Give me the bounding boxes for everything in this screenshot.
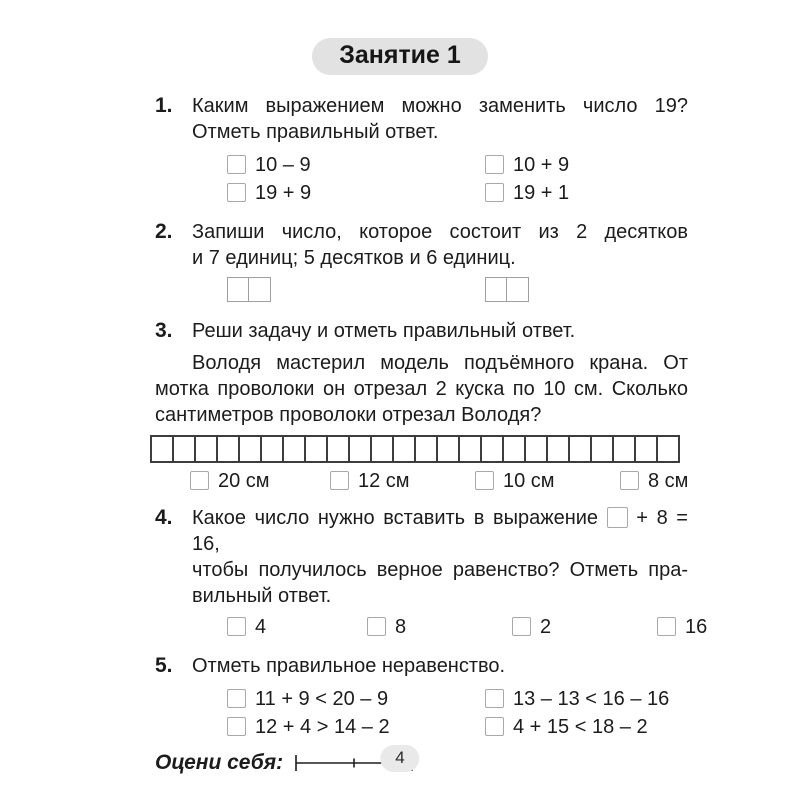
- ruler-cell: [174, 435, 196, 463]
- answer-checkbox[interactable]: [227, 617, 246, 636]
- self-assessment-label: Оцени себя:: [155, 751, 284, 774]
- ruler-cell: [152, 435, 174, 463]
- answer-checkbox[interactable]: [367, 617, 386, 636]
- answer-checkbox[interactable]: [485, 689, 504, 708]
- answer-option[interactable]: [367, 613, 512, 640]
- ruler-cell: [592, 435, 614, 463]
- ruler-cell: [416, 435, 438, 463]
- ruler-cell: [614, 435, 636, 463]
- answer-option[interactable]: [227, 685, 485, 712]
- answer-option[interactable]: [227, 151, 485, 178]
- ruler-cell: [262, 435, 284, 463]
- ruler-cell: [636, 435, 658, 463]
- answer-option[interactable]: [485, 713, 688, 740]
- answer-option[interactable]: [657, 613, 707, 640]
- question-line-with-blank: [192, 505, 688, 557]
- question-1: [155, 93, 688, 206]
- question-text: Каким выражением можно заменить число 19? Отметь правильный ответ.: [192, 95, 688, 143]
- question-prompt: Реши задачу и отметь правильный ответ.: [192, 320, 576, 342]
- self-assessment-row: [155, 750, 688, 776]
- question-5: [155, 653, 688, 740]
- answer-option[interactable]: [620, 467, 688, 494]
- digit-cell[interactable]: [227, 277, 249, 302]
- option-label: 12 см: [358, 469, 410, 492]
- answer-checkbox[interactable]: [227, 717, 246, 736]
- blank-number-box[interactable]: [607, 507, 628, 528]
- option-label: 4: [255, 615, 267, 638]
- answer-options: [227, 613, 708, 640]
- question-text-continued: чтобы получилось верное равенство? Отметь пра- вильный ответ.: [192, 559, 688, 607]
- answer-checkbox[interactable]: [485, 183, 504, 202]
- answer-option[interactable]: [190, 467, 330, 494]
- option-label: 20 см: [218, 469, 270, 492]
- ruler-cell: [306, 435, 328, 463]
- ruler-cell: [372, 435, 394, 463]
- answer-option[interactable]: [227, 713, 485, 740]
- digit-cell[interactable]: [507, 277, 529, 302]
- question-text: Запиши число, которое состоит из 2 десятков и 7 единиц; 5 десятков и 6 единиц.: [192, 221, 688, 269]
- answer-option[interactable]: [512, 613, 657, 640]
- worksheet-content: [155, 93, 708, 776]
- answer-option[interactable]: [485, 685, 688, 712]
- write-in-answer-boxes: [227, 277, 688, 303]
- ruler-cell: [284, 435, 306, 463]
- question-number: 3.: [155, 319, 173, 342]
- option-label: 10 – 9: [255, 153, 311, 176]
- option-label: 10 см: [503, 469, 555, 492]
- answer-option[interactable]: [475, 467, 620, 494]
- ruler-cell: [526, 435, 548, 463]
- ruler-cell: [460, 435, 482, 463]
- answer-checkbox[interactable]: [475, 471, 494, 490]
- answer-option[interactable]: [227, 179, 485, 206]
- answer-checkbox[interactable]: [485, 155, 504, 174]
- answer-checkbox[interactable]: [620, 471, 639, 490]
- answer-options: [190, 467, 688, 494]
- answer-checkbox[interactable]: [227, 155, 246, 174]
- option-label: 2: [540, 615, 552, 638]
- question-number: 4.: [155, 506, 173, 529]
- answer-option[interactable]: [485, 179, 688, 206]
- ruler-cell: [196, 435, 218, 463]
- answer-options: [227, 151, 688, 206]
- question-text: [192, 505, 688, 609]
- option-label: 8: [395, 615, 407, 638]
- answer-checkbox[interactable]: [227, 183, 246, 202]
- question-number: 2.: [155, 220, 173, 243]
- answer-checkbox[interactable]: [190, 471, 209, 490]
- ruler-cell: [218, 435, 240, 463]
- answer-checkbox[interactable]: [512, 617, 531, 636]
- answer-checkbox[interactable]: [485, 717, 504, 736]
- ruler-cell: [438, 435, 460, 463]
- answer-option[interactable]: [485, 151, 688, 178]
- text-before-blank: Какое число нужно вставить в выражение: [192, 507, 599, 529]
- option-label: 4 + 15 < 18 – 2: [513, 715, 648, 738]
- two-digit-answer-box[interactable]: [227, 277, 271, 303]
- answer-option[interactable]: [227, 613, 367, 640]
- option-label: 19 + 1: [513, 181, 570, 204]
- answer-checkbox[interactable]: [657, 617, 676, 636]
- ruler-cell: [482, 435, 504, 463]
- word-problem-text: Володя мастерил модель подъёмного крана. От мотка проволоки он отрезал 2 куска по 10 см. Сколько сантиметров проволоки отрезал Володя?: [155, 352, 688, 426]
- ruler-cell: [504, 435, 526, 463]
- answer-options: [227, 685, 688, 740]
- two-digit-answer-box[interactable]: [485, 277, 529, 303]
- answer-checkbox[interactable]: [330, 471, 349, 490]
- option-label: 8 см: [648, 469, 689, 492]
- digit-cell[interactable]: [485, 277, 507, 302]
- lesson-title-badge: Занятие 1: [312, 38, 488, 75]
- text-after-blank: + 8 = 16,: [192, 507, 688, 555]
- answer-option[interactable]: [330, 467, 475, 494]
- measuring-strip: [150, 435, 680, 463]
- answer-checkbox[interactable]: [227, 689, 246, 708]
- question-2: [155, 219, 688, 303]
- digit-cell[interactable]: [249, 277, 271, 302]
- ruler-cell: [570, 435, 592, 463]
- question-3: [155, 318, 688, 344]
- option-label: 11 + 9 < 20 – 9: [255, 687, 389, 710]
- ruler-cell: [328, 435, 350, 463]
- question-number: 1.: [155, 94, 173, 117]
- ruler-cell: [658, 435, 680, 463]
- ruler-cell: [394, 435, 416, 463]
- option-label: 12 + 4 > 14 – 2: [255, 715, 390, 738]
- option-label: 13 – 13 < 16 – 16: [513, 687, 670, 710]
- option-label: 16: [685, 615, 708, 638]
- ruler-cell: [240, 435, 262, 463]
- option-label: 19 + 9: [255, 181, 312, 204]
- question-number: 5.: [155, 654, 173, 677]
- ruler-cell: [548, 435, 570, 463]
- question-prompt: Отметь правильное неравенство.: [192, 655, 506, 677]
- ruler-cell: [350, 435, 372, 463]
- option-label: 10 + 9: [513, 153, 570, 176]
- question-4: [155, 505, 708, 640]
- page-number-badge: 4: [380, 745, 419, 772]
